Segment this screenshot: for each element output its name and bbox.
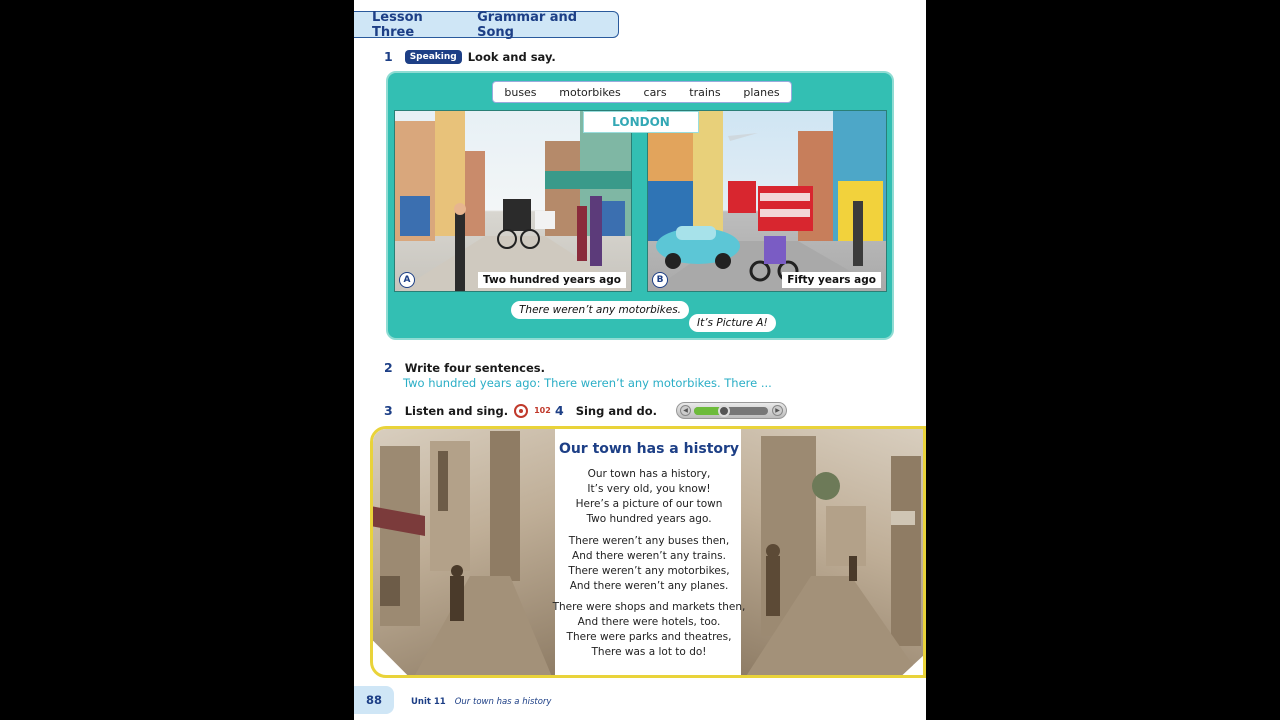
picture-letter: A	[399, 272, 415, 288]
unit-title: Our town has a history	[454, 697, 552, 707]
textbook-page	[354, 0, 926, 720]
song-line: And there weren’t any planes.	[569, 580, 729, 592]
song-line: There weren’t any motorbikes,	[568, 565, 730, 577]
song-line: It’s very old, you know!	[587, 483, 711, 495]
forward-icon[interactable]: ▶	[772, 405, 783, 416]
lesson-header	[354, 11, 619, 38]
picture-caption: Fifty years ago	[782, 272, 881, 288]
exercise-number: 3	[384, 403, 393, 418]
exercise-4-header	[555, 403, 657, 418]
speech-bubble: It’s Picture A!	[689, 314, 776, 332]
audio-cd-icon[interactable]	[514, 404, 528, 418]
old-town-illustration-left	[370, 426, 555, 678]
song-line: There was a lot to do!	[591, 646, 707, 658]
song-line: Our town has a history,	[587, 468, 711, 480]
song-line: Two hundred years ago.	[586, 513, 712, 525]
song-line: There were shops and markets then,	[552, 601, 746, 613]
old-town-illustration-right	[741, 426, 926, 678]
speaking-badge: Speaking	[405, 50, 462, 64]
word-item: trains	[689, 85, 721, 99]
song-panel	[370, 426, 926, 678]
exercise-1-header	[384, 49, 556, 64]
picture-b	[647, 110, 887, 292]
song-stanza	[551, 534, 747, 594]
lesson-number: Lesson Three	[372, 9, 423, 40]
track-number: 102	[534, 406, 551, 415]
picture-a	[394, 110, 632, 292]
audio-scrubber-handle[interactable]	[718, 405, 730, 417]
word-item: buses	[504, 85, 537, 99]
song-line: And there were hotels, too.	[577, 616, 721, 628]
song-stanza	[551, 467, 747, 527]
page-number: 88	[354, 686, 394, 714]
exercise-instruction: Look and say.	[467, 49, 556, 64]
unit-label: Unit 11	[411, 697, 446, 707]
audio-progress-track[interactable]	[694, 407, 768, 415]
city-label: LONDON	[583, 111, 699, 133]
exercise-number: 2	[384, 360, 393, 375]
footer	[411, 697, 551, 707]
word-item: planes	[743, 85, 780, 99]
song-line: There weren’t any buses then,	[568, 535, 730, 547]
song-line: There were parks and theatres,	[566, 631, 732, 643]
picture-caption: Two hundred years ago	[478, 272, 626, 288]
exercise-3-header	[384, 403, 551, 418]
speech-bubble: There weren’t any motorbikes.	[511, 301, 689, 319]
lesson-title: Grammar and Song	[477, 9, 578, 40]
exercise-1-panel	[386, 71, 894, 340]
exercise-number: 4	[555, 403, 564, 418]
song-line: And there weren’t any trains.	[572, 550, 726, 562]
song-line: Here’s a picture of our town	[575, 498, 723, 510]
picture-letter: B	[652, 272, 668, 288]
exercise-instruction: Listen and sing.	[404, 403, 509, 418]
audio-player[interactable]	[676, 402, 787, 419]
song-title: Our town has a history	[558, 441, 740, 457]
old-street-illustration	[395, 111, 632, 292]
song-stanza	[551, 600, 747, 660]
word-item: cars	[643, 85, 667, 99]
word-item: motorbikes	[559, 85, 621, 99]
rewind-icon[interactable]: ◀	[680, 405, 691, 416]
exercise-instruction: Sing and do.	[575, 403, 658, 418]
word-bank	[492, 81, 792, 103]
exercise-number: 1	[384, 49, 393, 64]
modern-street-illustration	[648, 111, 887, 292]
exercise-instruction: Write four sentences.	[404, 360, 546, 375]
example-sentence: Two hundred years ago: There weren’t any motorbikes. There ...	[403, 376, 772, 390]
exercise-2-header	[384, 360, 545, 375]
